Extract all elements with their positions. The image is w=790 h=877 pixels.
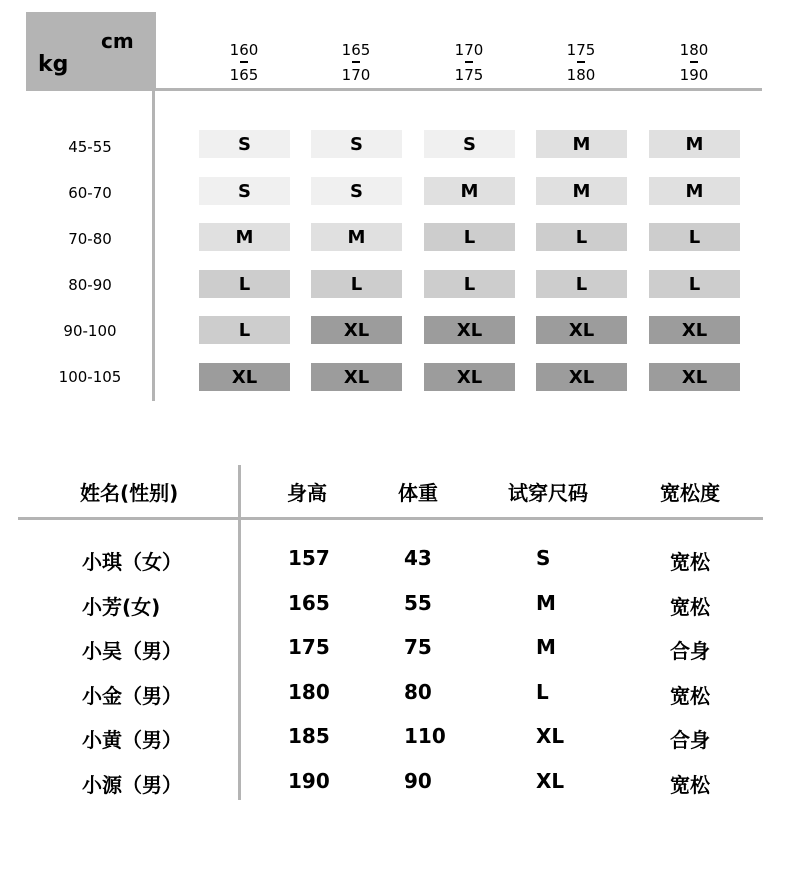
size-cell: M	[536, 177, 627, 205]
table-cell-height: 190	[288, 769, 330, 793]
table-cell-weight: 110	[404, 724, 446, 749]
table-cell-height: 175	[288, 635, 330, 660]
column-header-weight: 体重	[398, 481, 438, 505]
weight-unit-label: kg	[38, 52, 69, 77]
table-cell-fit: 合身	[670, 728, 710, 753]
table-cell-height: 180	[288, 679, 330, 704]
table-cell-size: S	[536, 546, 551, 570]
table-cell-name: 小芳(女)	[82, 594, 161, 619]
table-cell-fit: 宽松	[670, 683, 710, 708]
size-cell: M	[199, 223, 290, 251]
header-divider	[156, 88, 762, 91]
size-cell: M	[311, 223, 402, 251]
weight-range-label: 45-55	[68, 138, 112, 156]
column-header-size: 试穿尺码	[508, 481, 588, 505]
table-cell-size: M	[536, 590, 556, 615]
table-cell-weight: 90	[404, 769, 432, 793]
table-cell-name: 小源（男）	[82, 773, 182, 797]
table-cell-fit: 合身	[670, 639, 710, 664]
weight-range-label: 70-80	[68, 230, 112, 248]
height-unit-label: cm	[101, 29, 134, 53]
weight-range-label: 90-100	[63, 322, 117, 340]
size-cell: L	[536, 223, 627, 251]
size-cell: L	[424, 270, 515, 298]
size-cell: S	[311, 130, 402, 158]
size-cell: XL	[199, 363, 290, 391]
name-column-divider	[238, 465, 241, 800]
size-cell: XL	[649, 363, 740, 391]
height-range-header: 170 175	[454, 41, 484, 84]
size-cell: XL	[424, 316, 515, 344]
size-cell: L	[649, 270, 740, 298]
label-column-divider	[152, 91, 155, 401]
table-cell-size: L	[536, 679, 549, 704]
height-range-header: 175 180	[566, 41, 596, 84]
size-cell: L	[424, 223, 515, 251]
column-header-name: 姓名(性别)	[80, 481, 179, 505]
table-cell-name: 小黄（男）	[82, 728, 182, 753]
height-range-header: 160 165	[229, 41, 259, 84]
table-cell-size: XL	[536, 724, 565, 749]
size-cell: XL	[536, 363, 627, 391]
size-cell: L	[649, 223, 740, 251]
size-cell: M	[536, 130, 627, 158]
size-cell: XL	[649, 316, 740, 344]
size-cell: M	[649, 177, 740, 205]
table-cell-height: 185	[288, 724, 330, 749]
units-corner-cell	[26, 12, 156, 91]
size-cell: S	[199, 177, 290, 205]
weight-range-label: 100-105	[58, 368, 122, 386]
size-cell: S	[311, 177, 402, 205]
table-cell-weight: 80	[404, 679, 432, 704]
column-header-height: 身高	[287, 481, 327, 505]
table-cell-name: 小吴（男）	[82, 639, 182, 664]
size-cell: XL	[424, 363, 515, 391]
table-cell-fit: 宽松	[670, 773, 710, 797]
size-cell: XL	[311, 316, 402, 344]
height-range-header: 180 190	[679, 41, 709, 84]
column-header-fit: 宽松度	[660, 481, 720, 505]
size-cell: L	[199, 316, 290, 344]
table-cell-name: 小金（男）	[82, 683, 182, 708]
size-cell: XL	[536, 316, 627, 344]
table-cell-fit: 宽松	[670, 594, 710, 619]
table-cell-weight: 55	[404, 590, 432, 615]
size-cell: M	[649, 130, 740, 158]
size-cell: L	[199, 270, 290, 298]
table-cell-size: M	[536, 635, 556, 660]
table-cell-size: XL	[536, 769, 565, 793]
height-range-header: 165 170	[341, 41, 371, 84]
size-cell: XL	[311, 363, 402, 391]
table-cell-fit: 宽松	[670, 550, 710, 574]
table-cell-weight: 75	[404, 635, 432, 660]
weight-range-label: 60-70	[68, 184, 112, 202]
size-cell: M	[424, 177, 515, 205]
size-cell: L	[536, 270, 627, 298]
table-cell-weight: 43	[404, 546, 432, 570]
weight-range-label: 80-90	[68, 276, 112, 294]
size-cell: S	[199, 130, 290, 158]
table-cell-height: 165	[288, 590, 330, 615]
table-header-divider	[18, 517, 763, 520]
table-cell-name: 小琪（女）	[82, 550, 182, 574]
table-cell-height: 157	[288, 546, 330, 570]
size-cell: S	[424, 130, 515, 158]
size-cell: L	[311, 270, 402, 298]
